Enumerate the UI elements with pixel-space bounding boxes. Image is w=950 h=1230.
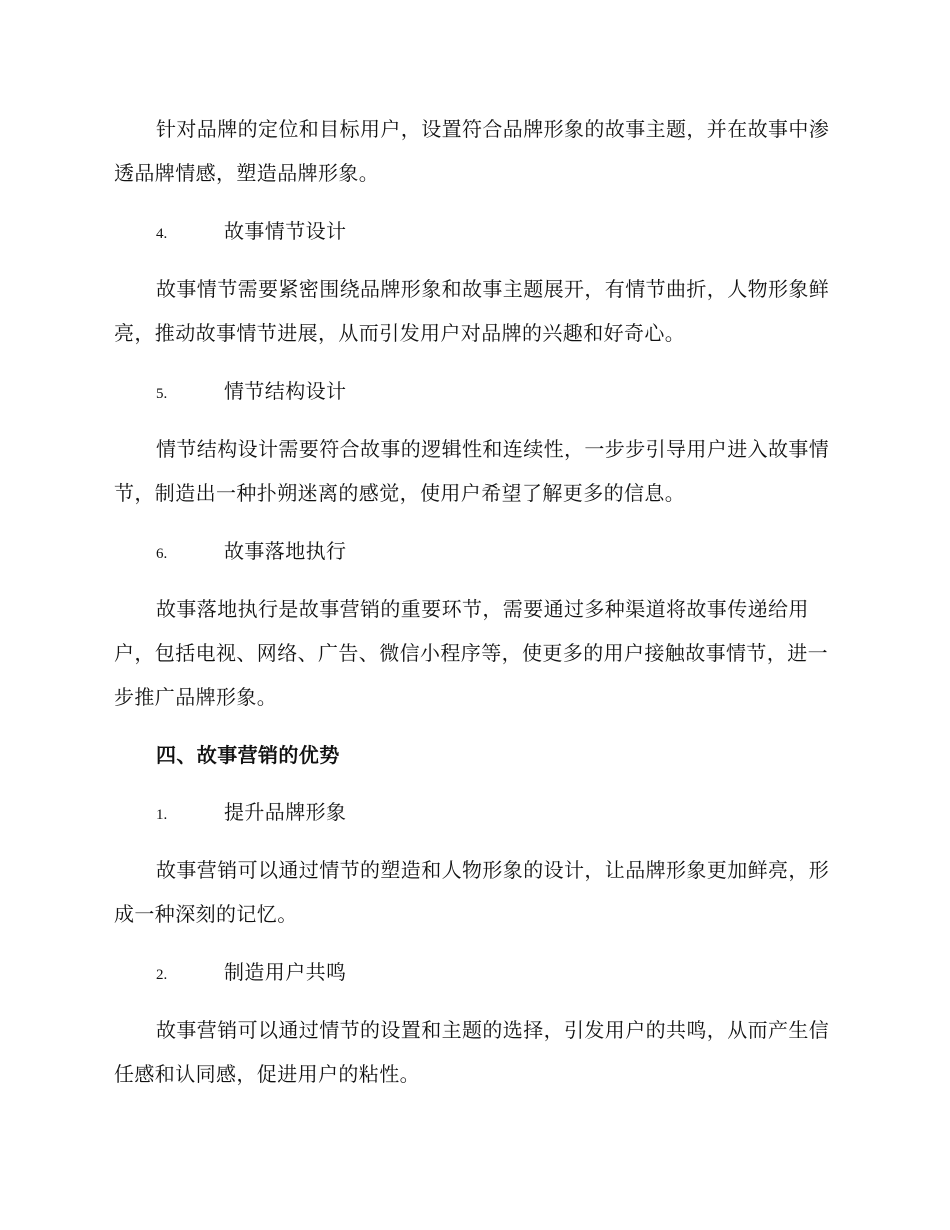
list-number: 6. [156, 546, 168, 562]
list-item-structure-design [156, 376, 346, 409]
paragraph-resonance: 故事营销可以通过情节的设置和主题的选择，引发用户的共鸣，从而产生信任感和认同感，促进用户的粘性。 [114, 1018, 830, 1086]
list-number: 2. [156, 967, 168, 983]
list-number: 4. [156, 226, 168, 242]
list-item-brand-image [156, 797, 346, 830]
list-item-resonance [156, 957, 346, 990]
list-label: 提升品牌形象 [224, 800, 347, 824]
paragraph-structure-design: 情节结构设计需要符合故事的逻辑性和连续性，一步步引导用户进入故事情节，制造出一种扑朔迷离的感觉，使用户希望了解更多的信息。 [114, 437, 830, 505]
list-label: 故事情节设计 [224, 219, 347, 243]
list-number: 5. [156, 386, 168, 402]
paragraph-execution: 故事落地执行是故事营销的重要环节，需要通过多种渠道将故事传递给用户，包括电视、网络、广告、微信小程序等，使更多的用户接触故事情节，进一步推广品牌形象。 [114, 597, 828, 709]
list-number: 1. [156, 807, 168, 823]
list-item-execution [156, 536, 346, 569]
paragraph-brand-theme: 针对品牌的定位和目标用户，设置符合品牌形象的故事主题，并在故事中渗透品牌情感，塑造品牌形象。 [114, 117, 830, 185]
list-label: 制造用户共鸣 [224, 960, 347, 984]
paragraph-plot-design: 故事情节需要紧密围绕品牌形象和故事主题展开，有情节曲折，人物形象鲜亮，推动故事情节进展，从而引发用户对品牌的兴趣和好奇心。 [114, 277, 830, 345]
section-heading: 四、故事营销的优势 [156, 743, 340, 767]
list-item-plot-design [156, 216, 346, 249]
list-label: 故事落地执行 [224, 539, 347, 563]
paragraph-brand-image: 故事营销可以通过情节的塑造和人物形象的设计，让品牌形象更加鲜亮，形成一种深刻的记忆。 [114, 858, 830, 926]
list-label: 情节结构设计 [224, 379, 347, 403]
